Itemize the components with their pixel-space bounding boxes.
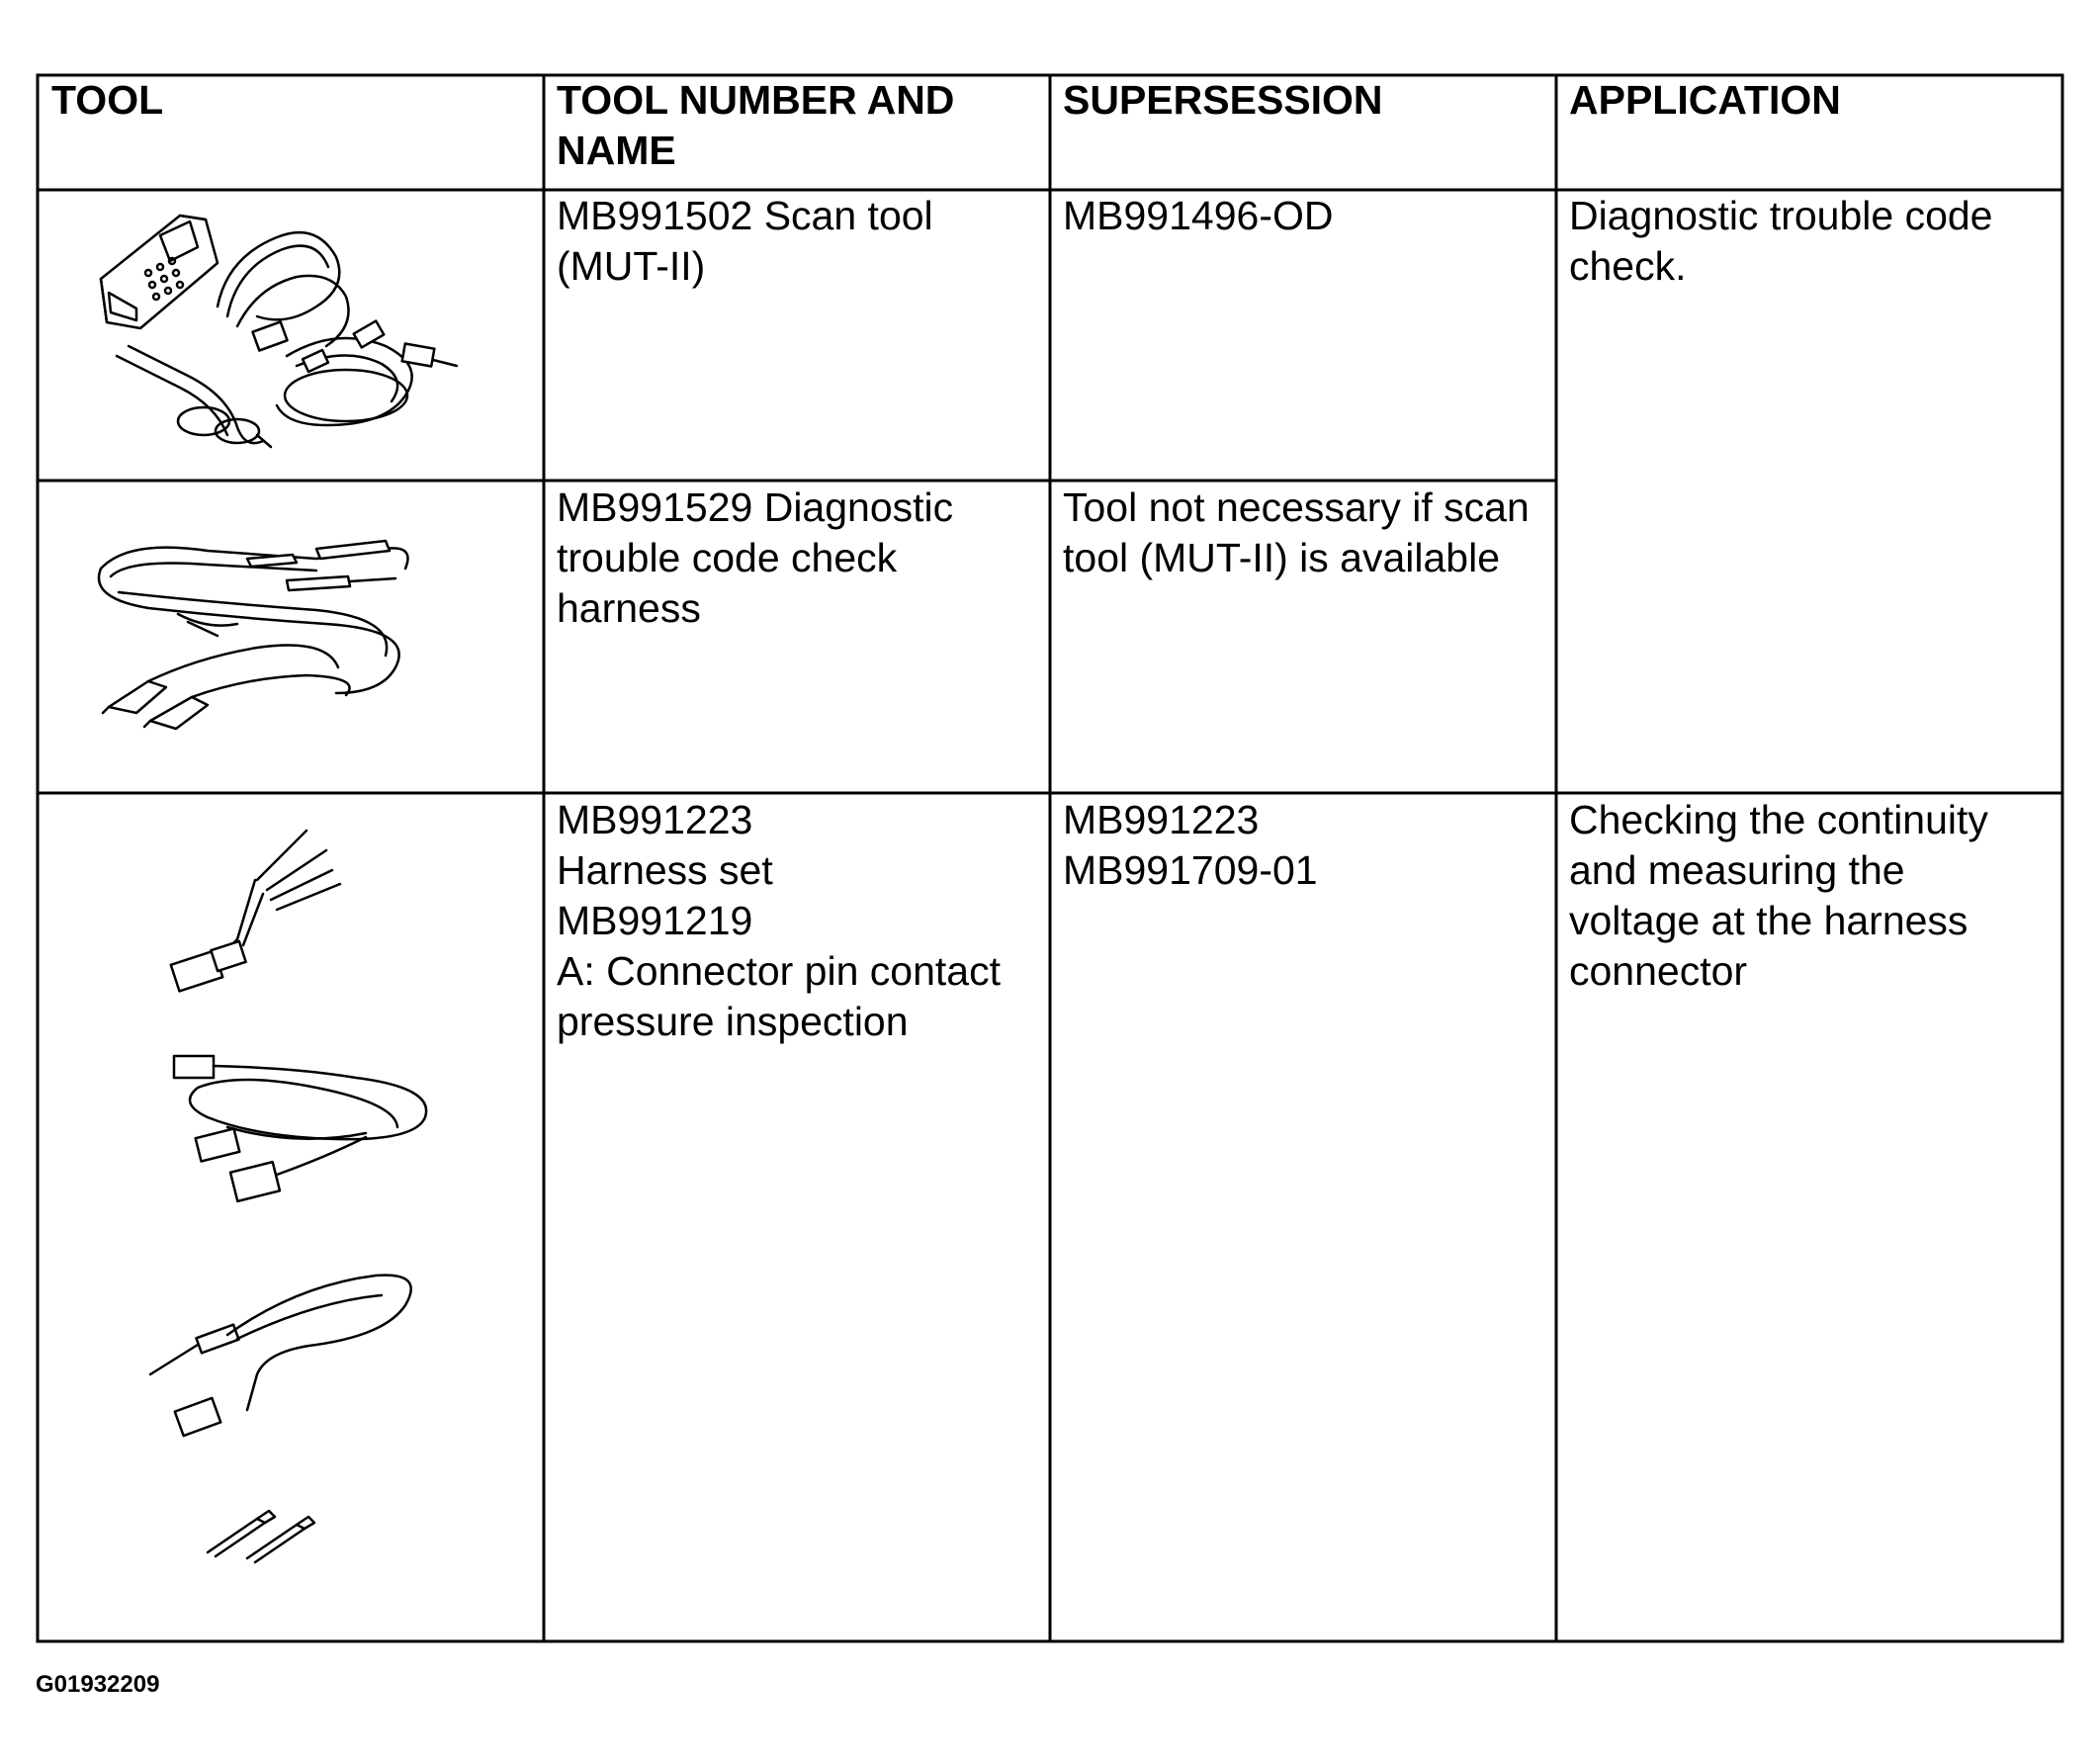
row1-supersession: MB991496-OD bbox=[1063, 193, 1334, 238]
header-application: APPLICATION bbox=[1569, 77, 1841, 123]
header-tool-number-and-name: TOOL NUMBER AND NAME bbox=[557, 77, 955, 173]
header-tool: TOOL bbox=[51, 77, 164, 123]
row3-tool-number-name: MB991223 Harness set MB991219 A: Connector pin contact pressure inspection bbox=[557, 797, 1001, 1044]
figure-code: G01932209 bbox=[36, 1671, 160, 1698]
row2-supersession: Tool not necessary if scan tool (MUT-II) is available bbox=[1063, 484, 1530, 580]
header-supersession: SUPERSESSION bbox=[1063, 77, 1383, 123]
diagnostic-harness-illustration bbox=[89, 519, 504, 742]
row1-tool-number-name: MB991502 Scan tool (MUT-II) bbox=[557, 193, 933, 289]
row3-application: Checking the continuity and measuring the voltage at the harness connector bbox=[1569, 797, 1988, 994]
row2-tool-number-name: MB991529 Diagnostic trouble code check harness bbox=[557, 484, 954, 631]
harness-set-illustration bbox=[138, 821, 455, 1572]
row3-supersession: MB991223 MB991709-01 bbox=[1063, 797, 1318, 893]
row1-application: Diagnostic trouble code check. bbox=[1569, 193, 1993, 289]
scan-tool-mut-ii-illustration bbox=[89, 198, 504, 465]
